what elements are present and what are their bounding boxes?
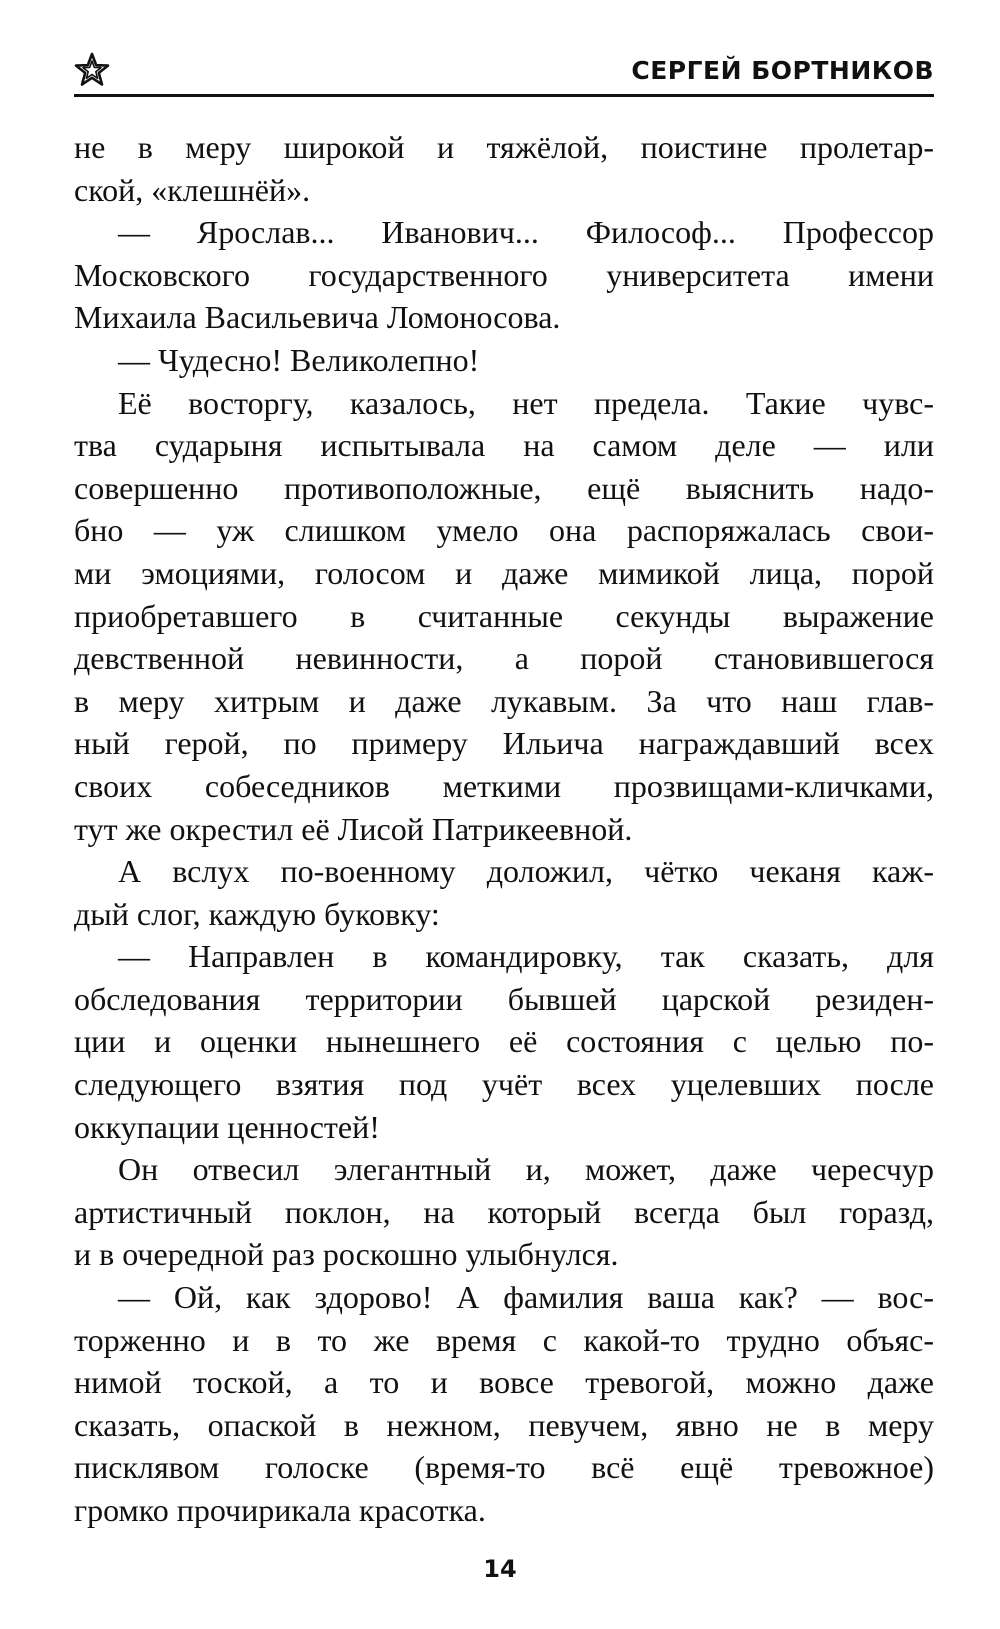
text-line: — Чудесно! Великолепно! bbox=[118, 341, 480, 378]
text-line: не в меру широкой и тяжёлой, поистине пролетар- bbox=[74, 129, 934, 165]
text-line: тут же окрестил её Лисой Патрикеевной. bbox=[74, 810, 633, 847]
text-line: Московского государственного университета имени bbox=[74, 256, 934, 293]
text-line: А вслух по-военному доложил, чётко чеканя каж- bbox=[118, 853, 934, 890]
text-line: и в очередной раз роскошно улыбнулся. bbox=[74, 1236, 619, 1273]
text-line: — Направлен в командировку, так сказать, для bbox=[118, 938, 934, 975]
star-icon bbox=[74, 52, 110, 88]
text-line: ный герой, по примеру Ильича награждавший всех bbox=[74, 725, 934, 762]
text-line: громко прочирикала красотка. bbox=[74, 1492, 486, 1528]
text-line: торженно и в то же время с какой-то трудно объяс- bbox=[74, 1321, 934, 1358]
text-line: бно — уж слишком умело она распоряжалась свои- bbox=[74, 512, 934, 549]
running-header bbox=[74, 50, 934, 96]
text-line: девственной невинности, а порой становившегося bbox=[74, 640, 934, 677]
text-line: артистичный поклон, на который всегда был горазд, bbox=[74, 1193, 934, 1230]
text-line: обследования территории бывшей царской резиден- bbox=[74, 980, 934, 1017]
text-line: Он отвесил элегантный и, может, даже чересчур bbox=[118, 1151, 934, 1188]
text-line: писклявом голоске (время-то всё ещё тревожное) bbox=[74, 1449, 934, 1486]
text-line: — Ярослав... Иванович... Философ... Профессор bbox=[118, 214, 934, 251]
text-line: ми эмоциями, голосом и даже мимикой лица, порой bbox=[74, 554, 934, 591]
body-text bbox=[74, 126, 934, 1532]
text-line: — Ой, как здорово! А фамилия ваша как? — вос- bbox=[118, 1279, 934, 1316]
running-header-author: СЕРГЕЙ БОРТНИКОВ bbox=[631, 56, 934, 85]
text-line: дый слог, каждую буковку: bbox=[74, 895, 440, 932]
text-line: сказать, опаской в нежном, певучем, явно не в меру bbox=[74, 1406, 934, 1443]
text-line: тва сударыня испытывала на самом деле — или bbox=[74, 427, 934, 464]
text-line: следующего взятия под учёт всех уцелевших после bbox=[74, 1066, 934, 1103]
header-rule bbox=[74, 94, 934, 97]
text-line: нимой тоской, а то и вовсе тревогой, можно даже bbox=[74, 1364, 934, 1401]
text-line: Михаила Васильевича Ломоносова. bbox=[74, 299, 561, 336]
text-line: своих собеседников меткими прозвищами-кличками, bbox=[74, 767, 934, 804]
page-number: 14 bbox=[483, 1555, 517, 1583]
text-line: ской, «клешнёй». bbox=[74, 171, 311, 208]
text-line: приобретавшего в считанные секунды выражение bbox=[74, 597, 934, 634]
text-line: Её восторгу, казалось, нет предела. Такие чувс- bbox=[118, 384, 934, 421]
text-line: совершенно противоположные, ещё выяснить надо- bbox=[74, 469, 934, 506]
text-line: оккупации ценностей! bbox=[74, 1108, 380, 1145]
text-line: ции и оценки нынешнего её состояния с целью по- bbox=[74, 1023, 934, 1060]
text-line: в меру хитрым и даже лукавым. За что наш глав- bbox=[74, 682, 934, 719]
